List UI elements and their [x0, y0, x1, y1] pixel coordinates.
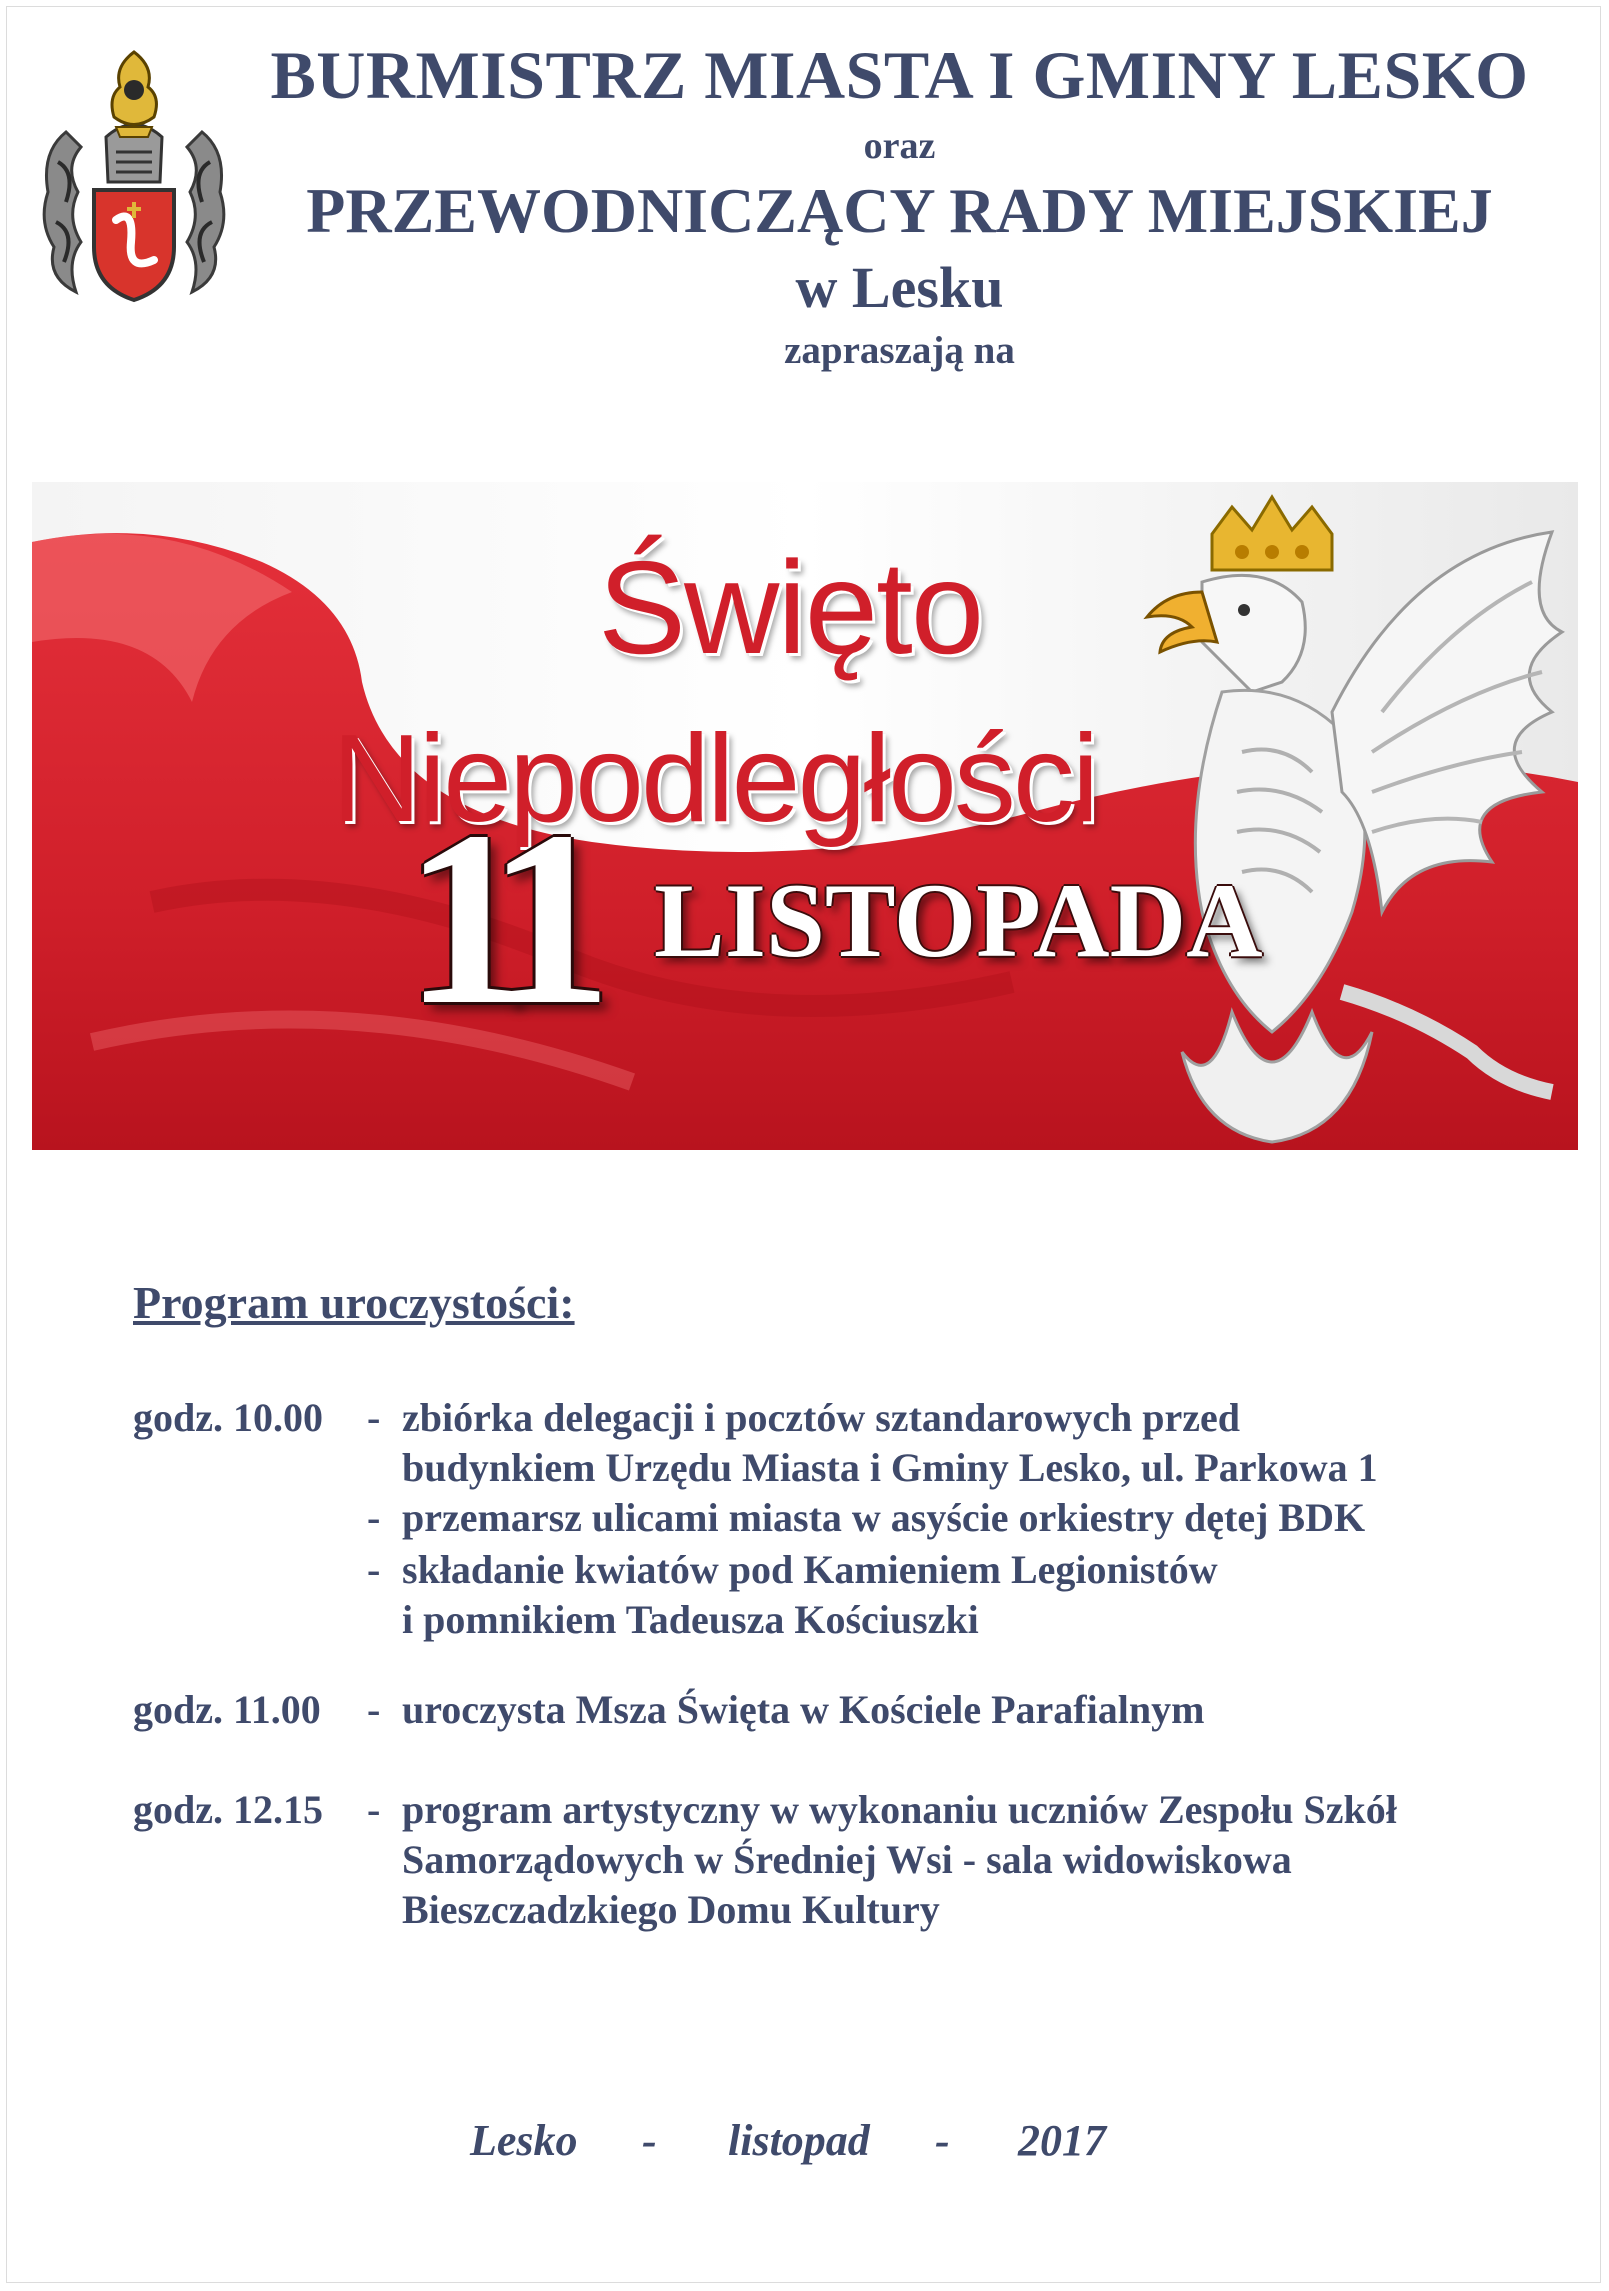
program-entry: przemarsz ulicami miasta w asyście orkiestry dętej BDK	[402, 1495, 1366, 1540]
program-time: godz. 11.00	[133, 1687, 321, 1732]
program-entry: program artystyczny w wykonaniu uczniów Zespołu Szkół	[402, 1787, 1397, 1832]
program-dash: -	[367, 1787, 381, 1832]
footer-place: Lesko	[470, 2116, 578, 2165]
independence-day-banner	[32, 482, 1578, 1150]
program-entry: zbiórka delegacji i pocztów sztandarowych przed	[402, 1395, 1241, 1440]
white-eagle-icon	[1052, 492, 1572, 1150]
program-dash: -	[367, 1495, 381, 1540]
banner-title-line-2: Niepodległości	[332, 710, 1097, 848]
program-entry: i pomnikiem Tadeusza Kościuszki	[402, 1597, 979, 1642]
program-entry: Samorządowych w Średniej Wsi - sala widowiskowa	[402, 1837, 1292, 1882]
program-title: Program uroczystości:	[133, 1277, 575, 1328]
header-line-3: PRZEWODNICZĄCY RADY MIEJSKIEJ	[306, 175, 1493, 246]
header-line-5: zapraszają na	[784, 329, 1015, 372]
footer-separator: -	[642, 2116, 657, 2165]
program-entry: składanie kwiatów pod Kamieniem Legionistów	[402, 1547, 1218, 1592]
program-dash: -	[367, 1547, 381, 1592]
program-entry: budynkiem Urzędu Miasta i Gminy Lesko, ul. Parkowa 1	[402, 1445, 1378, 1490]
program-time: godz. 10.00	[133, 1395, 323, 1440]
footer-month: listopad	[728, 2116, 870, 2165]
banner-day: 11	[404, 780, 585, 1057]
program-time: godz. 12.15	[133, 1787, 323, 1832]
header-line-4: w Lesku	[795, 255, 1004, 320]
program-dash: -	[367, 1687, 381, 1732]
program-entry: Bieszczadzkiego Domu Kultury	[402, 1887, 940, 1932]
footer-year: 2017	[1018, 2116, 1106, 2165]
header-line-2: oraz	[863, 125, 936, 167]
banner-month: LISTOPADA	[654, 862, 1263, 979]
banner-title-line-1: Święto	[598, 534, 983, 681]
header-line-1: BURMISTRZ MIASTA I GMINY LESKO	[270, 37, 1529, 113]
footer-separator: -	[935, 2116, 950, 2165]
program-entry: uroczysta Msza Święta w Kościele Parafialnym	[402, 1687, 1205, 1732]
program-dash: -	[367, 1395, 381, 1440]
